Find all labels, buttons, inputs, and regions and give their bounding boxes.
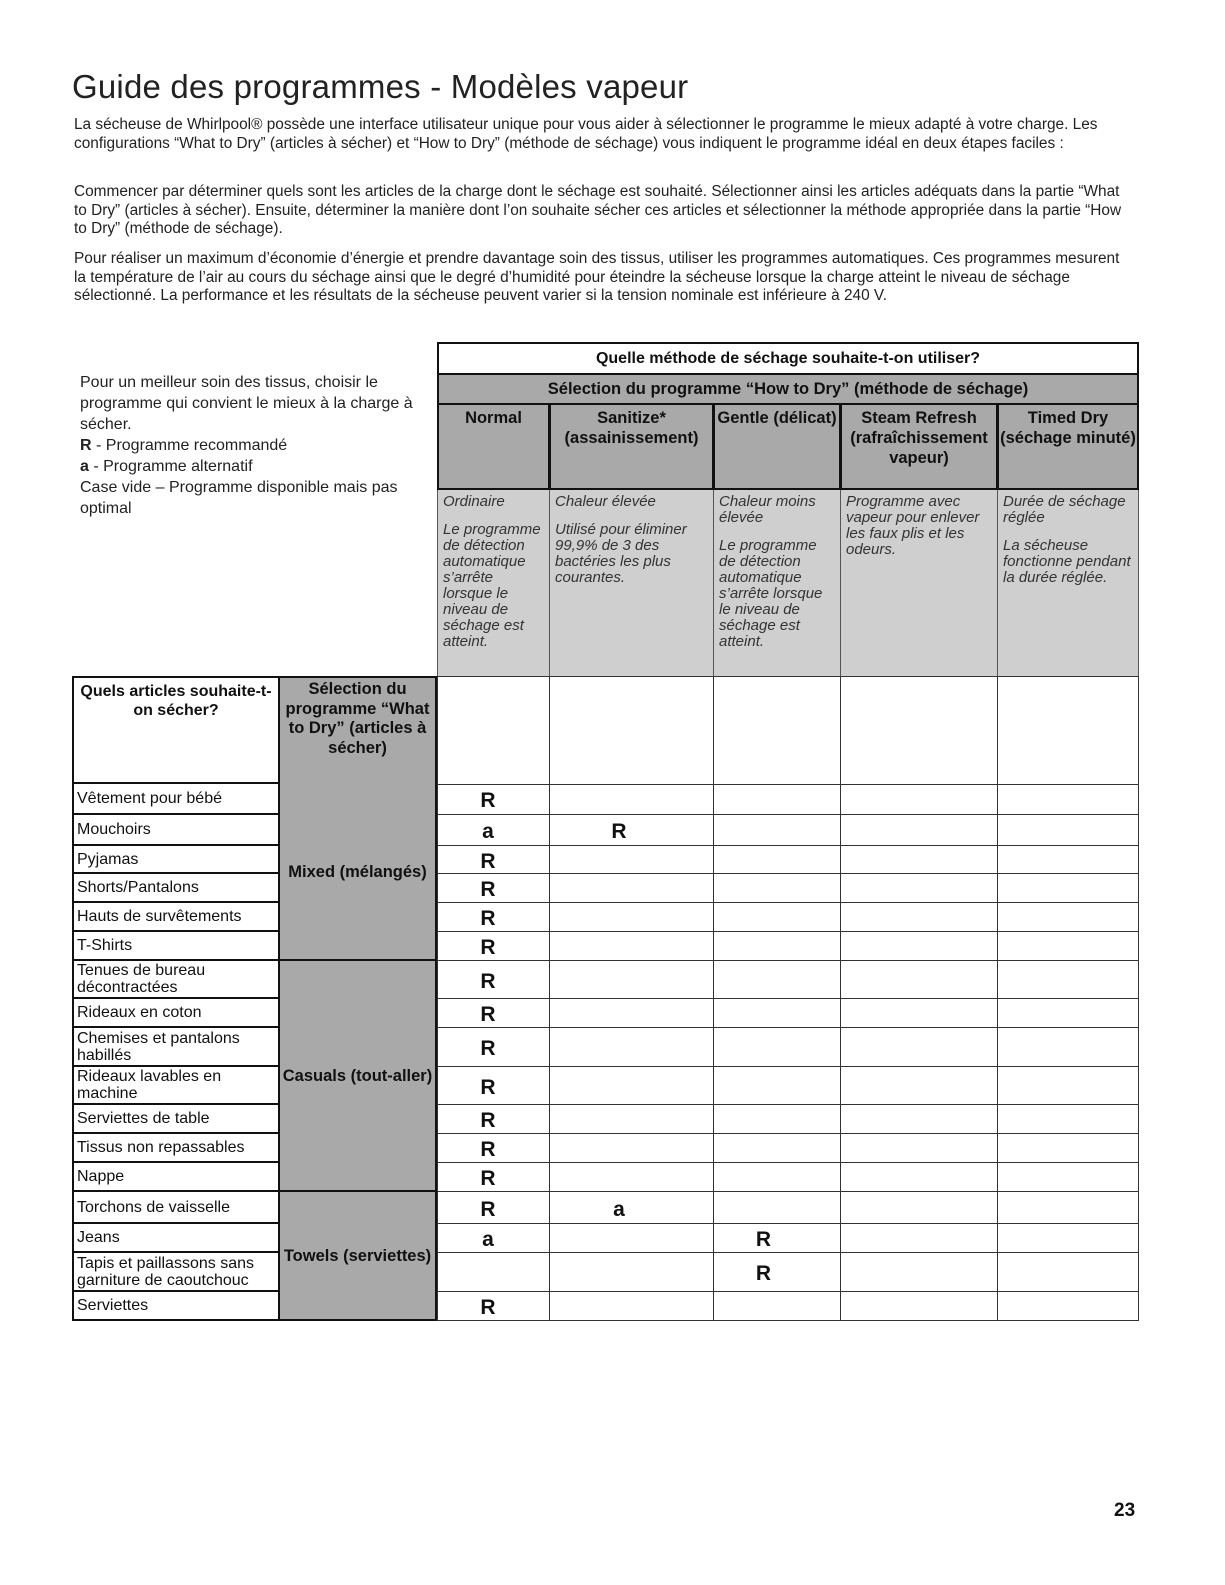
method-description-line: Ordinaire: [443, 493, 505, 510]
legend-a-key: a: [80, 458, 89, 475]
legend-intro: Pour un meilleur soin des tissus, choisir le programme qui convient le mieux à la charge à sécher.: [80, 374, 413, 433]
grid-column-line: [840, 676, 841, 1321]
method-column-header: Normal: [437, 403, 550, 490]
grid-row-line: [437, 845, 1139, 846]
program-mark: a: [613, 1197, 625, 1221]
program-mark: R: [480, 878, 496, 901]
grid-row-line: [437, 1320, 1139, 1321]
grid-column-line: [713, 676, 714, 1321]
grid-row-line: [437, 1027, 1139, 1028]
table-row-item: Tissus non repassables: [72, 1134, 280, 1163]
what-to-dry-header: Sélection du programme “What to Dry” (articles à sécher): [280, 676, 437, 784]
items-header: Quels articles souhaite-t-on sécher?: [72, 676, 280, 784]
program-mark: a: [482, 820, 494, 843]
table-row-item: Hauts de survêtements: [72, 903, 280, 932]
program-mark: a: [482, 1228, 494, 1251]
method-column-header: Steam Refresh (rafraîchissement vapeur): [840, 403, 998, 490]
legend-alternative: [80, 456, 425, 477]
table-row-item: Rideaux lavables en machine: [72, 1067, 280, 1105]
method-column-description: [840, 490, 998, 676]
legend-recommended: [80, 435, 425, 456]
method-column-description: [997, 490, 1139, 676]
method-column-description: [437, 490, 550, 676]
what-to-dry-group: Casuals (tout-aller): [280, 961, 437, 1192]
grid-column-line: [1138, 676, 1139, 1321]
program-mark: R: [480, 1138, 496, 1161]
grid-row-line: [437, 931, 1139, 932]
program-mark: R: [480, 969, 496, 993]
grid-row-line: [437, 960, 1139, 961]
intro-paragraph-1: La sécheuse de Whirlpool® possède une interface utilisateur unique pour vous aider à sélectionner le programme le mieux adapté à votre charge. Les configurations “What to Dry” (articles à sécher) et “How to Dry” (méthode de séchage) vous indiquent le programme idéal en deux étapes faciles :: [74, 116, 1098, 152]
intro-paragraph-3: Pour réaliser un maximum d’économie d’énergie et prendre davantage soin des tissus, utiliser les programmes automatiques. Ces programmes mesurent la température de l’air au cours du séchage ainsi que le degré d’humidité pour éteindre la sécheuse lorsque la charge atteint le niveau de séchage sélectionné. La performance et les résultats de la sécheuse peuvent varier si la tension nominale est inférieure à 240 V.: [74, 250, 1120, 304]
page-number: 23: [1114, 1500, 1136, 1521]
legend-r-key: R: [80, 437, 92, 454]
program-mark: R: [480, 1037, 496, 1060]
legend-a-text: - Programme alternatif: [88, 458, 253, 475]
table-row-item: Tapis et paillassons sans garniture de caoutchouc: [72, 1253, 280, 1292]
method-column-header: Timed Dry (séchage minuté): [997, 403, 1139, 490]
legend-r-text: - Programme recommandé: [91, 437, 288, 454]
method-description-line: Chaleur moins élevée: [719, 493, 816, 526]
method-description-line: Programme avec vapeur pour enlever les faux plis et les odeurs.: [846, 493, 980, 558]
grid-row-line: [437, 1104, 1139, 1105]
table-row-item: Mouchoirs: [72, 815, 280, 846]
table-row-item: Jeans: [72, 1224, 280, 1253]
program-mark: R: [480, 1296, 496, 1319]
program-mark: R: [755, 1262, 772, 1285]
grid-row-line: [437, 1066, 1139, 1067]
table-row-item: Nappe: [72, 1163, 280, 1192]
method-description-detail: Le programme de détection automatique s’arrête lorsque le niveau de séchage est atteint.: [443, 521, 541, 650]
grid-row-line: [437, 1223, 1139, 1224]
program-mark: R: [480, 907, 496, 930]
grid-row-line: [437, 1191, 1139, 1192]
method-description-line: Durée de séchage réglée: [1003, 493, 1126, 526]
grid-row-line: [437, 1291, 1139, 1292]
method-description-detail: Utilisé pour éliminer 99,9% de 3 des bactéries les plus courantes.: [555, 521, 687, 586]
page-title: Guide des programmes - Modèles vapeur: [72, 68, 689, 105]
method-column-description: [713, 490, 841, 676]
program-mark: R: [611, 820, 627, 843]
legend-empty: Case vide – Programme disponible mais pas optimal: [80, 479, 398, 517]
grid-header-line: [437, 676, 1139, 677]
program-mark: R: [480, 936, 496, 959]
program-mark: R: [480, 789, 496, 812]
program-mark: R: [480, 1167, 496, 1190]
method-question-header: Quelle méthode de séchage souhaite-t-on utiliser?: [437, 342, 1139, 375]
method-column-header: Sanitize* (assainissement): [549, 403, 714, 490]
method-description-detail: Le programme de détection automatique s’arrête lorsque le niveau de séchage est atteint.: [719, 537, 823, 650]
method-description-detail: La sécheuse fonctionne pendant la durée réglée.: [1003, 537, 1131, 586]
program-mark: R: [480, 1197, 496, 1221]
table-row-item: T-Shirts: [72, 932, 280, 961]
program-mark: R: [480, 1109, 496, 1132]
table-row-item: Pyjamas: [72, 846, 280, 874]
program-mark: R: [480, 849, 496, 873]
grid-row-line: [437, 1162, 1139, 1163]
program-mark: R: [480, 1003, 496, 1026]
grid-row-line: [437, 902, 1139, 903]
table-row-item: Serviettes: [72, 1292, 280, 1321]
table-row-item: Chemises et pantalons habillés: [72, 1028, 280, 1067]
grid-row-line: [437, 998, 1139, 999]
grid-column-line: [997, 676, 998, 1321]
table-row-item: Torchons de vaisselle: [72, 1192, 280, 1224]
grid-header-bottom-line: [437, 784, 1139, 785]
intro-paragraph-2: Commencer par déterminer quels sont les articles de la charge dont le séchage est souhaité. Sélectionner ainsi les articles adéquats dans la partie “What to Dry” (articles à sécher). Ensuite, déterminer la manière dont l’on souhaite sécher ces articles et sélectionner la méthode appropriée dans la partie “How to Dry” (méthode de séchage).: [74, 183, 1122, 237]
program-mark: R: [480, 1075, 496, 1099]
program-mark: R: [755, 1228, 772, 1251]
what-to-dry-group: Mixed (mélangés): [280, 784, 437, 961]
legend: [80, 372, 425, 519]
grid-column-line: [549, 676, 550, 1321]
grid-row-line: [437, 1133, 1139, 1134]
grid-row-line: [437, 1252, 1139, 1253]
grid-row-line: [437, 873, 1139, 874]
grid-column-line: [437, 676, 438, 1321]
table-row-item: Serviettes de table: [72, 1105, 280, 1134]
what-to-dry-group: Towels (serviettes): [280, 1192, 437, 1321]
table-row-item: Vêtement pour bébé: [72, 784, 280, 815]
method-description-line: Chaleur élevée: [555, 493, 656, 510]
how-to-dry-header: Sélection du programme “How to Dry” (méthode de séchage): [437, 375, 1139, 403]
method-column-header: Gentle (délicat): [713, 403, 841, 490]
table-row-item: Tenues de bureau décontractées: [72, 961, 280, 999]
method-column-description: [549, 490, 714, 676]
table-row-item: Rideaux en coton: [72, 999, 280, 1028]
grid-row-line: [437, 814, 1139, 815]
table-row-item: Shorts/Pantalons: [72, 874, 280, 903]
